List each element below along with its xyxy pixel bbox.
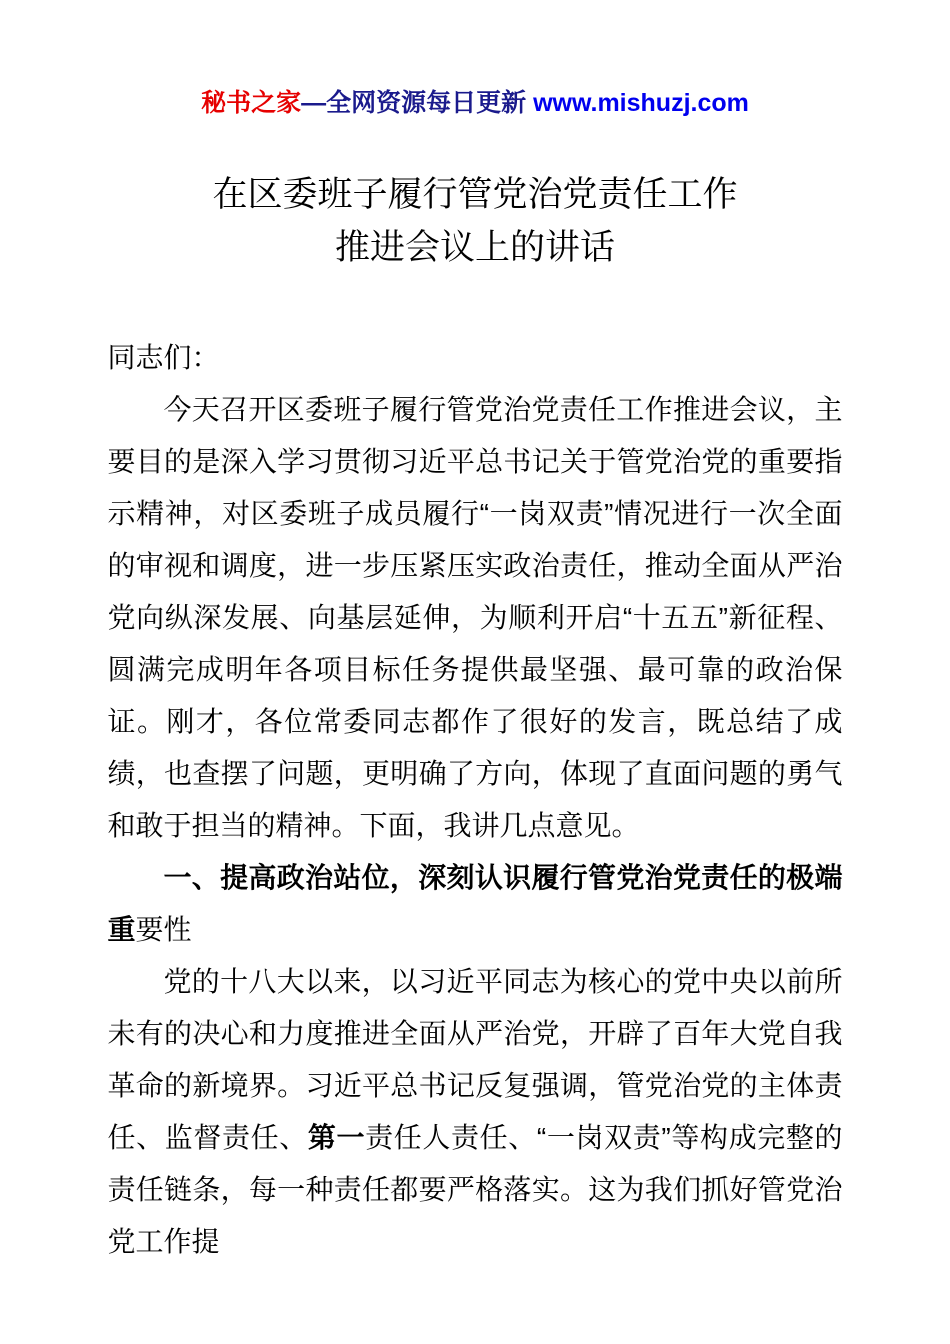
document-title-line2: 推进会议上的讲话 bbox=[334, 228, 615, 267]
paragraph-section-1 bbox=[108, 956, 843, 1268]
text-run: 要性 bbox=[135, 914, 192, 945]
site-header bbox=[0, 0, 950, 118]
text-run: 责任人责任、“一岗双责”等构成完整的责任链条，每一种责任都要严格落实。这为我们抓好管党治党工作提 bbox=[107, 1122, 843, 1257]
section-heading-1 bbox=[108, 852, 843, 956]
bold-text-run: 第一 bbox=[307, 1122, 366, 1153]
document-body bbox=[108, 332, 843, 1268]
bold-text-run: 一、提高政治站位，深刻认识履行管党治党责任的极端重 bbox=[107, 862, 843, 945]
salutation: 同志们： bbox=[107, 342, 220, 373]
site-url-link[interactable]: www.mishuzj.com bbox=[533, 89, 749, 117]
document-title-line1: 在区委班子履行管党治党责任工作 bbox=[212, 175, 738, 214]
document-title bbox=[0, 168, 950, 274]
text-run: 党的十八大以来，以习近平同志为核心的党中央以前所未有的决心和力度推进全面从严治党，开辟了百年大党自我革命的新境界。习近平总书记反复强调，管党治党的主体责任、监督责任、 bbox=[107, 966, 843, 1153]
site-brand: 秘书之家 bbox=[201, 89, 302, 117]
site-tagline: —全网资源每日更新 bbox=[301, 89, 534, 117]
paragraph-opening bbox=[108, 384, 843, 852]
text-run: 今天召开区委班子履行管党治党责任工作推进会议，主要目的是深入学习贯彻习近平总书记关于管党治党的重要指示精神，对区委班子成员履行“一岗双责”情况进行一次全面的审视和调度，进一步压紧压实政治责任，推动全面从严治党向纵深发展、向基层延伸，为顺利开启“十五五”新征程、圆满完成明年各项目标任务提供最坚强、最可靠的政治保证。刚才，各位常委同志都作了很好的发言，既总结了成绩，也查摆了问题，更明确了方向，体现了直面问题的勇气和敢于担当的精神。下面，我讲几点意见。 bbox=[107, 394, 843, 841]
